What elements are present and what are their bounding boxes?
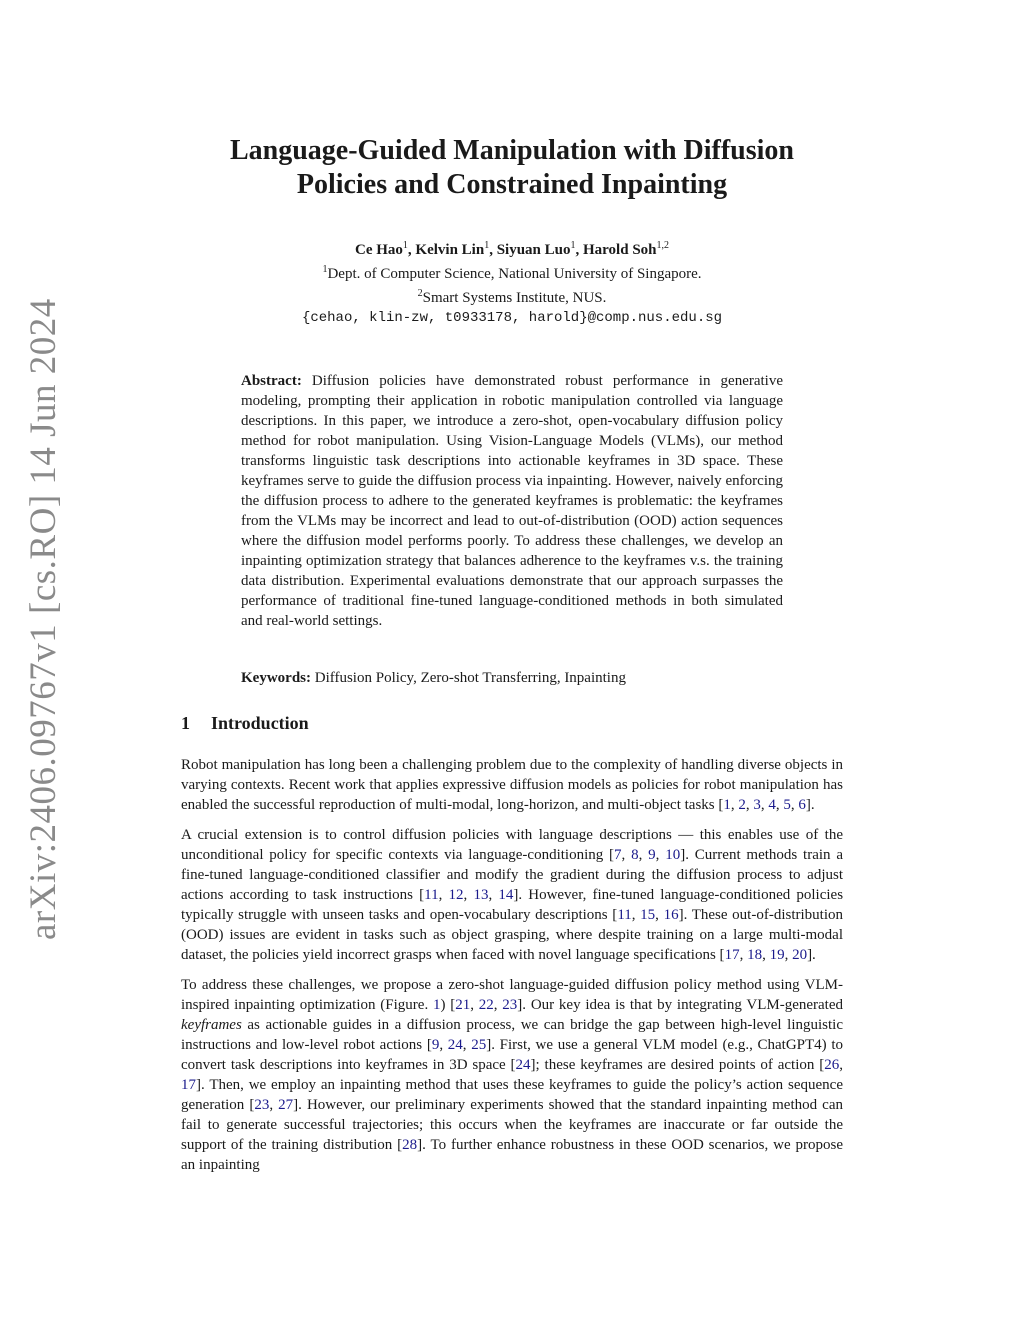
citation-link[interactable]: 15 (640, 907, 656, 923)
text-run: ]. These out-of-distribution (OOD) issues are evident in tasks such as object grasping, where despite training on a large multi-modal dataset, the policies yield incorrect grasps when faced with novel language specifications [ (181, 907, 844, 963)
citation-link[interactable]: 4 (768, 797, 776, 813)
citation-link[interactable]: 14 (498, 887, 514, 903)
author-4: Harold Soh (583, 242, 657, 258)
affiliation-2-text: Smart Systems Institute, NUS. (422, 290, 607, 306)
text-run: To address these challenges, we propose a zero-shot language-guided diffusion policy method using VLM-inspired inpainting optimization (Figure. (181, 977, 843, 1013)
text-run: ]. To further enhance robustness in these OOD scenarios, we propose an inpainting (181, 1137, 844, 1173)
figure-link[interactable]: 1 (432, 997, 441, 1013)
citation-link[interactable]: 21 (455, 997, 471, 1013)
author-4-affiliation: 1,2 (656, 240, 669, 251)
text-run: ]. Then, we employ an inpainting method that uses these keyframes to guide the policy’s action sequence generation [ (181, 1077, 843, 1113)
keywords-text: Diffusion Policy, Zero-shot Transferring, Inpainting (314, 670, 626, 686)
citation-link[interactable]: 27 (278, 1097, 294, 1113)
citation-link[interactable]: 9 (648, 847, 656, 863)
text-run: ]. Current methods train a fine-tuned language-conditioned classifier and modify the gradient during the diffusion process to adjust actions according to task instructions [ (181, 847, 844, 903)
introduction-body (181, 755, 843, 1185)
author-2: Kelvin Lin (415, 242, 485, 258)
author-names: Ce Hao$^1$, Kelvin Lin$^1$, Siyuan Luo$^1$, Harold Soh$^{1,2}$ (355, 240, 669, 258)
author-3: Siyuan Luo (496, 242, 571, 258)
title-line-2: Policies and Constrained Inpainting (296, 169, 728, 200)
citation-link[interactable]: 11 (617, 907, 632, 923)
citation-link[interactable]: 20 (792, 947, 808, 963)
abstract-text: Diffusion policies have demonstrated robust performance in generative modeling, prompting their application in robotic manipulation controlled via language descriptions. In this paper, we introduce a zero-shot, open-vocabulary diffusion policy method for robot manipulation. Using Vision-Language Models (VLMs), our method transforms linguistic task descriptions into actionable keyframes in 3D space. These keyframes serve to guide the diffusion process via inpainting. However, naively enforcing the diffusion process to adhere to the generated keyframes is problematic: the keyframes from the VLMs may be incorrect and lead to out-of-distribution (OOD) action sequences where the diffusion model performs poorly. To address these challenges, we develop an inpainting optimization strategy that balances adherence to the keyframes v.s. the training data distribution. Experimental evaluations demonstrate that our approach surpasses the performance of traditional fine-tuned language-conditioned methods in both simulated and real-world settings. (241, 373, 783, 629)
affiliation-1 (150, 260, 874, 284)
citation-link[interactable]: 24 (447, 1037, 463, 1053)
text-run: ]. (807, 947, 816, 963)
citation-link[interactable]: 1 (723, 797, 731, 813)
citation-link[interactable]: 19 (769, 947, 785, 963)
citation-link[interactable]: 23 (254, 1097, 270, 1113)
text-run: ]. (805, 797, 815, 813)
abstract (241, 371, 783, 631)
text-run: Robot manipulation has long been a challenging problem due to the complexity of handling diverse objects in varying contexts. Recent work that applies expressive diffusion models as policies for robot manipulation has enabled the successful reproduction of multi-modal, long-horizon, and multi-object tasks [ (181, 757, 843, 813)
emphasis-keyframes: keyframes (181, 1017, 242, 1033)
citation-link[interactable]: 25 (471, 1037, 487, 1053)
keywords-label: Keywords: (241, 670, 311, 686)
keywords (241, 668, 783, 688)
author-3-affiliation: 1 (570, 240, 576, 251)
title-line-1: Language-Guided Manipulation with Diffusion (229, 135, 795, 166)
citation-link[interactable]: 6 (798, 797, 806, 813)
citation-link[interactable]: 5 (783, 797, 791, 813)
paper-title (150, 134, 874, 202)
citation-link[interactable]: 28 (402, 1137, 418, 1153)
author-1-affiliation: 1 (402, 240, 408, 251)
paragraph-1: Robot manipulation has long been a challenging problem due to the complexity of handling diverse objects in varying contexts. Recent work that applies expressive diffusion models as policies for robot manipulation has enabled the successful reproduction of multi-modal, long-horizon, and multi-object tasks [1, 2, 3, 4, 5, 6]. (181, 757, 843, 813)
section-title: Introduction (211, 713, 309, 733)
citation-link[interactable]: 8 (631, 847, 639, 863)
citation-link[interactable]: 18 (747, 947, 763, 963)
citation-link[interactable]: 22 (478, 997, 494, 1013)
citation-link[interactable]: 9 (431, 1037, 440, 1053)
affiliation-2 (150, 284, 874, 308)
citation-link[interactable]: 11 (424, 887, 439, 903)
paragraph-2: A crucial extension is to control diffusion policies with language descriptions — this enables use of the unconditional policy for specific contexts via language-conditioning [7, 8, 9, 10]. Current methods train a fine-tuned language-conditioned classifier and modify the gradient during the diffusion process to adjust actions according to task instructions [11, 12, 13, 14]. However, fine-tuned language-conditioned policies typically struggle with unseen tasks and open-vocabulary descriptions [11, 15, 16]. These out-of-distribution (OOD) issues are evident in tasks such as object grasping, where despite training on a large multi-modal dataset, the policies yield incorrect grasps when faced with novel language specifications [17, 18, 19, 20]. (181, 827, 844, 963)
text-run: ]. However, fine-tuned language-conditioned policies typically struggle with unseen tasks and open-vocabulary descriptions [ (181, 887, 844, 923)
text-run: ]; these keyframes are desired points of action [ (530, 1057, 825, 1073)
citation-link[interactable]: 13 (473, 887, 489, 903)
text-run: ) [ (440, 997, 456, 1013)
text-run: ]. First, we use a general VLM model (e.g., ChatGPT4) to convert task descriptions into keyframes in 3D space [ (181, 1037, 844, 1073)
citation-link[interactable]: 12 (448, 887, 464, 903)
citation-link[interactable]: 2 (738, 797, 746, 813)
affiliation-2-mark: 2 (417, 288, 423, 299)
paragraph-3: To address these challenges, we propose a zero-shot language-guided diffusion policy method using VLM-inspired inpainting optimization (Figure. 1) [21, 22, 23]. Our key idea is that by integrating VLM-generated keyframes as actionable guides in a diffusion process, we can bridge the gap between high-level linguistic instructions and low-level robot actions [9, 24, 25]. First, we use a general VLM model (e.g., ChatGPT4) to convert task descriptions into keyframes in 3D space [24]; these keyframes are desired points of action [26, 17]. Then, we employ an inpainting method that uses these keyframes to guide the policy’s action sequence generation [23, 27]. However, our preliminary experiments showed that the standard inpainting method can fail to generate successful trajectories; this occurs when the keyframes are inaccurate or far outside the support of the training distribution [28]. To further enhance robustness in these OOD scenarios, we propose an inpainting (181, 977, 844, 1173)
arxiv-identifier: arXiv:2406.09767v1 [cs.RO] 14 Jun 2024 (23, 298, 64, 940)
affiliation-1-text: Dept. of Computer Science, National University of Singapore. (327, 266, 702, 282)
text-run: as actionable guides in a diffusion process, we can bridge the gap between high-level linguistic instructions and low-level robot actions [ (181, 1017, 843, 1053)
citation-link[interactable]: 16 (663, 907, 679, 923)
affiliation-1-mark: 1 (322, 264, 328, 275)
author-emails: {cehao, klin-zw, t0933178, harold}@comp.nus.edu.sg (301, 310, 723, 326)
citation-link[interactable]: 3 (753, 797, 761, 813)
citation-link[interactable]: 24 (515, 1057, 531, 1073)
citation-link[interactable]: 7 (614, 847, 622, 863)
author-block (150, 236, 874, 328)
text-run: ]. However, our preliminary experiments showed that the standard inpainting method can fail to generate successful trajectories; this occurs when the keyframes are inaccurate or far outside the support of the training distribution [ (181, 1097, 843, 1153)
citation-link[interactable]: 10 (665, 847, 681, 863)
section-heading-introduction (181, 713, 309, 734)
section-number: 1 (181, 713, 190, 733)
citation-link[interactable]: 17 (724, 947, 740, 963)
author-1: Ce Hao (355, 242, 403, 258)
text-run: ]. Our key idea is that by integrating VLM-generated (517, 997, 844, 1013)
text-run: A crucial extension is to control diffusion policies with language descriptions — this enables use of the unconditional policy for specific contexts via language-conditioning [ (181, 827, 843, 863)
abstract-label: Abstract: (241, 373, 302, 389)
citation-link[interactable]: 23 (502, 997, 518, 1013)
citation-link[interactable]: 17 (181, 1077, 196, 1093)
author-2-affiliation: 1 (484, 240, 490, 251)
citation-link[interactable]: 26 (824, 1057, 840, 1073)
